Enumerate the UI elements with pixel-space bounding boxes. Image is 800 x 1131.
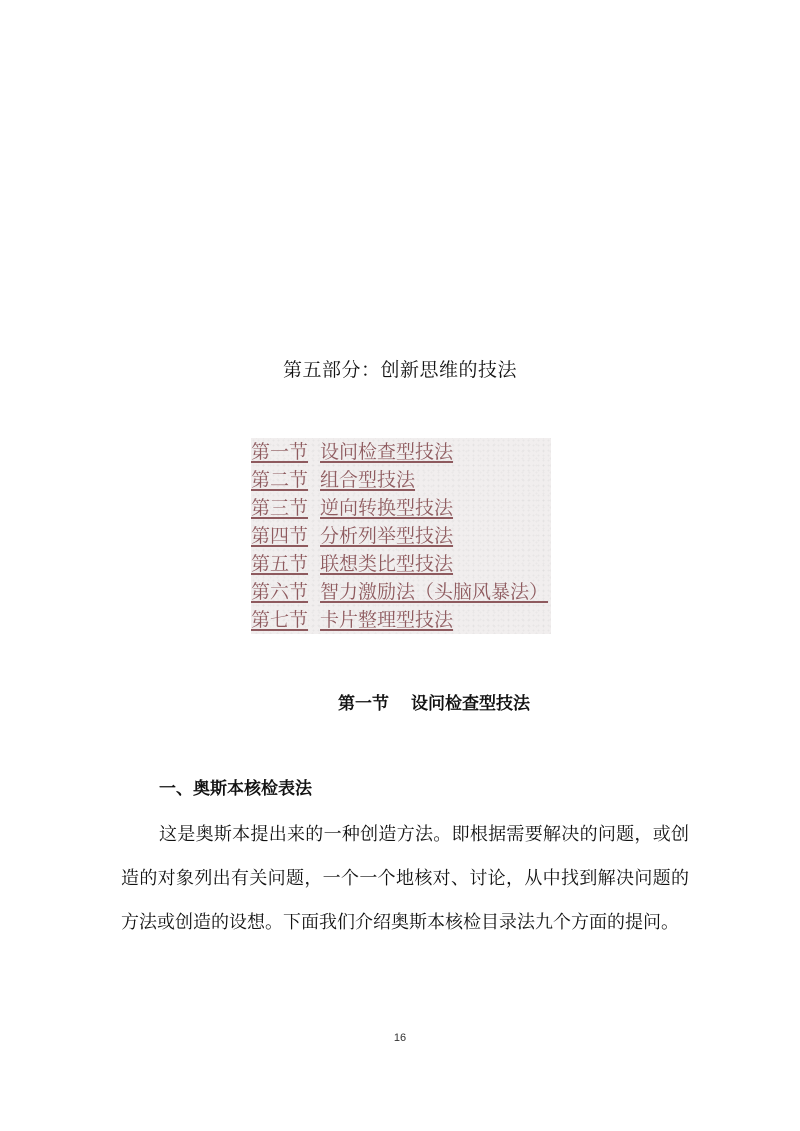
toc-link-2[interactable] xyxy=(251,469,415,491)
body-paragraph: 这是奥斯本提出来的一种创造方法。即根据需要解决的问题，或创造的对象列出有关问题，一个一个地核对、讨论，从中找到解决问题的方法或创造的设想。下面我们介绍奥斯本核检目录法九个方面的提问。 xyxy=(121,824,689,933)
toc-item-3[interactable] xyxy=(251,494,551,522)
page-number: 16 xyxy=(393,1032,407,1044)
section-title: 设问检查型技法 xyxy=(411,694,530,714)
toc-num: 第五节 xyxy=(251,553,309,575)
toc-num: 第三节 xyxy=(251,497,309,519)
toc-link-5[interactable] xyxy=(251,553,453,575)
table-of-contents xyxy=(251,438,551,634)
part-title: 第五部分：创新思维的技法 xyxy=(282,359,517,381)
toc-num: 第六节 xyxy=(251,581,309,603)
toc-title: 设问检查型技法 xyxy=(320,441,454,463)
section-num: 第一节 xyxy=(338,694,389,714)
toc-title: 组合型技法 xyxy=(320,469,416,491)
toc-title: 逆向转换型技法 xyxy=(320,497,454,519)
toc-item-6[interactable] xyxy=(251,578,551,606)
toc-item-1[interactable] xyxy=(251,438,551,466)
toc-item-7[interactable] xyxy=(251,606,551,634)
subsection-heading: 一、奥斯本核检表法 xyxy=(159,779,312,799)
toc-title: 智力激励法（头脑风暴法） xyxy=(320,581,549,603)
toc-link-1[interactable] xyxy=(251,441,453,463)
section-heading xyxy=(338,690,530,718)
toc-link-4[interactable] xyxy=(251,525,453,547)
toc-item-5[interactable] xyxy=(251,550,551,578)
toc-link-7[interactable] xyxy=(251,609,453,631)
toc-item-4[interactable] xyxy=(251,522,551,550)
toc-link-6[interactable] xyxy=(251,581,548,603)
toc-num: 第一节 xyxy=(251,441,309,463)
toc-num: 第七节 xyxy=(251,609,309,631)
toc-num: 第二节 xyxy=(251,469,309,491)
toc-item-2[interactable] xyxy=(251,466,551,494)
toc-title: 分析列举型技法 xyxy=(320,525,454,547)
toc-num: 第四节 xyxy=(251,525,309,547)
toc-link-3[interactable] xyxy=(251,497,453,519)
toc-title: 卡片整理型技法 xyxy=(320,609,454,631)
toc-list xyxy=(251,438,551,634)
toc-title: 联想类比型技法 xyxy=(320,553,454,575)
